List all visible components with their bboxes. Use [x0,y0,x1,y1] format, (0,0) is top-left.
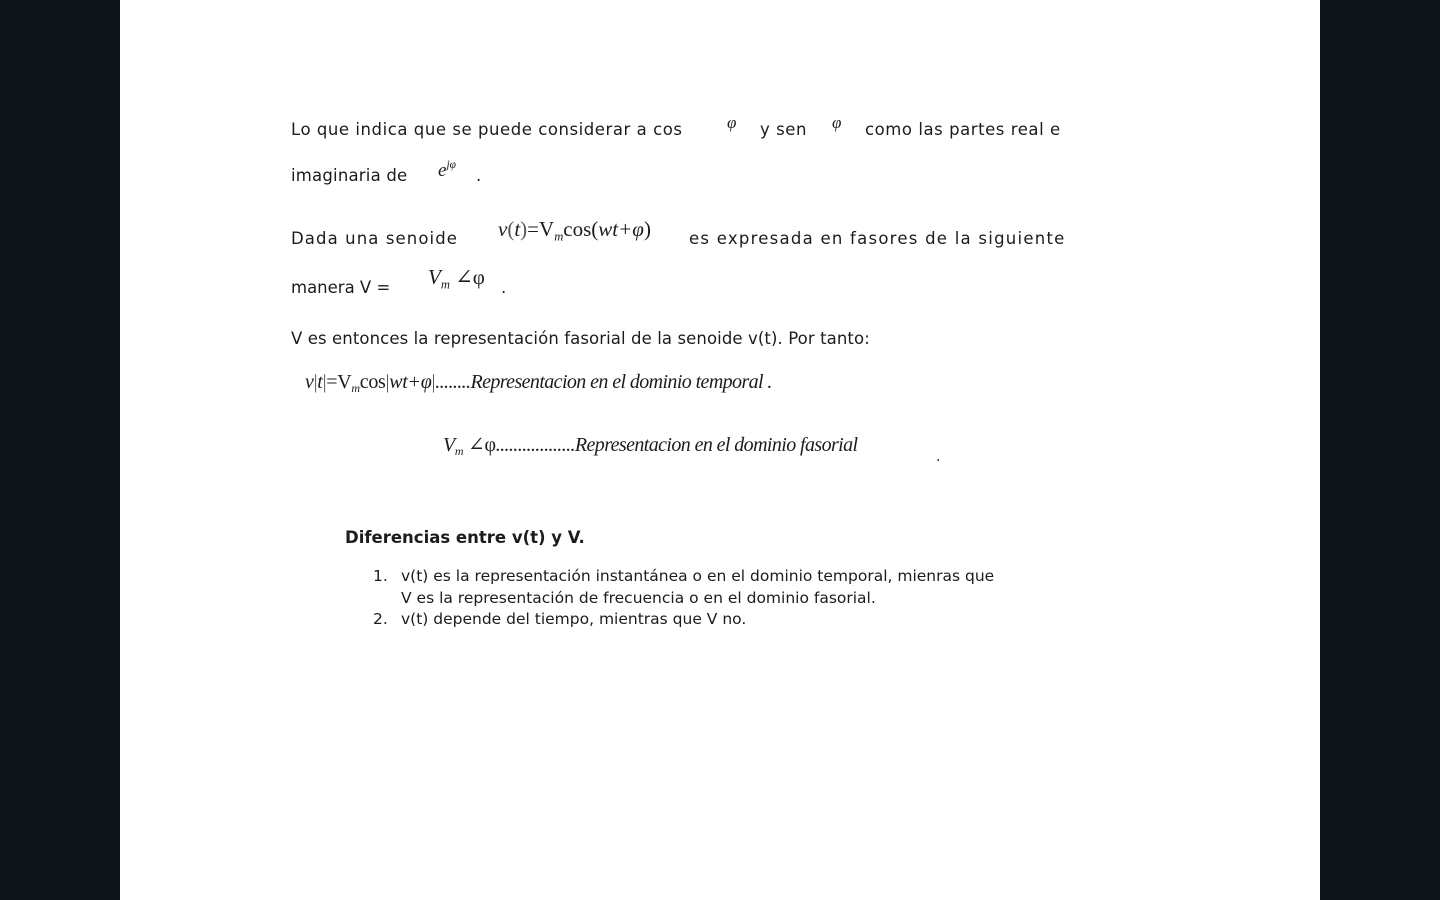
phi-symbol-1: φ [727,113,737,132]
list-item-1-number: 1. [373,567,388,585]
list-item-2-line1: v(t) depende del tiempo, mientras que V no. [401,610,747,628]
phasor-angle: ∠φ [455,265,485,289]
sinusoid-formula: $v(t)=V_m\cos(wt+\varphi)$ [498,217,651,244]
temporal-t: t [317,371,323,393]
phasor-V: V [428,265,441,289]
temporal-v: v [305,371,314,393]
para2-line2-text: manera V = [291,278,391,297]
fasorial-V: V [443,434,455,456]
phasor-sub: m [440,277,450,292]
exp-base: e [438,159,447,181]
temporal-eq: =V [326,371,352,393]
para2-line1-end: es expresada en fasores de la siguiente [689,229,1066,248]
para1-line2-text: imaginaria de [291,166,408,185]
formula-v: v [498,217,508,241]
temporal-label: ........Representacion en el dominio temporal . [435,371,772,393]
document-page [120,0,1320,900]
para2-line2-period: . [501,278,507,297]
fasorial-sub: m [454,444,464,459]
formula-cos: cos [563,217,592,241]
section-heading: Diferencias entre v(t) y V. [345,528,585,547]
formula-t: t [514,217,521,241]
para1-line1-ysen: y sen [760,120,807,139]
temporal-args: wt+φ [389,371,432,393]
para1-line1-end: como las partes real e [865,120,1061,139]
list-item-1-line1: v(t) es la representación instantánea o en el dominio temporal, mienras que [401,567,995,585]
phi-symbol-2: φ [832,113,842,132]
list-item-1-line2: V es la representación de frecuencia o en el dominio fasorial. [401,589,876,607]
phasor-equation-period: . [936,449,941,465]
fasorial-angle: ∠φ [468,434,496,456]
temporal-cos: cos [359,371,386,393]
para2-line1-text: Dada una senoide [291,229,459,248]
temporal-sub: m [351,381,360,396]
phasor-formula [428,267,485,291]
list-item-2-number: 2. [373,610,388,628]
exponential-formula [438,160,456,180]
para3-text: V es entonces la representación fasorial de la senoide v(t). Por tanto: [291,329,870,348]
formula-args: wt+φ [598,217,644,241]
formula-sub: m [554,229,564,244]
fasorial-label: ..................Representacion en el dominio fasorial [495,434,858,456]
phasor-equation [443,435,857,457]
para1-line1-text: Lo que indica que se puede considerar a cos [291,120,683,139]
formula-eq: =V [527,217,555,241]
para1-line2-period: . [476,166,482,185]
temporal-equation: $v|t|=V_m\cos|wt+\varphi|........Representacion$ en el dominio temporal . [305,371,772,396]
exp-power: jφ [446,159,456,171]
